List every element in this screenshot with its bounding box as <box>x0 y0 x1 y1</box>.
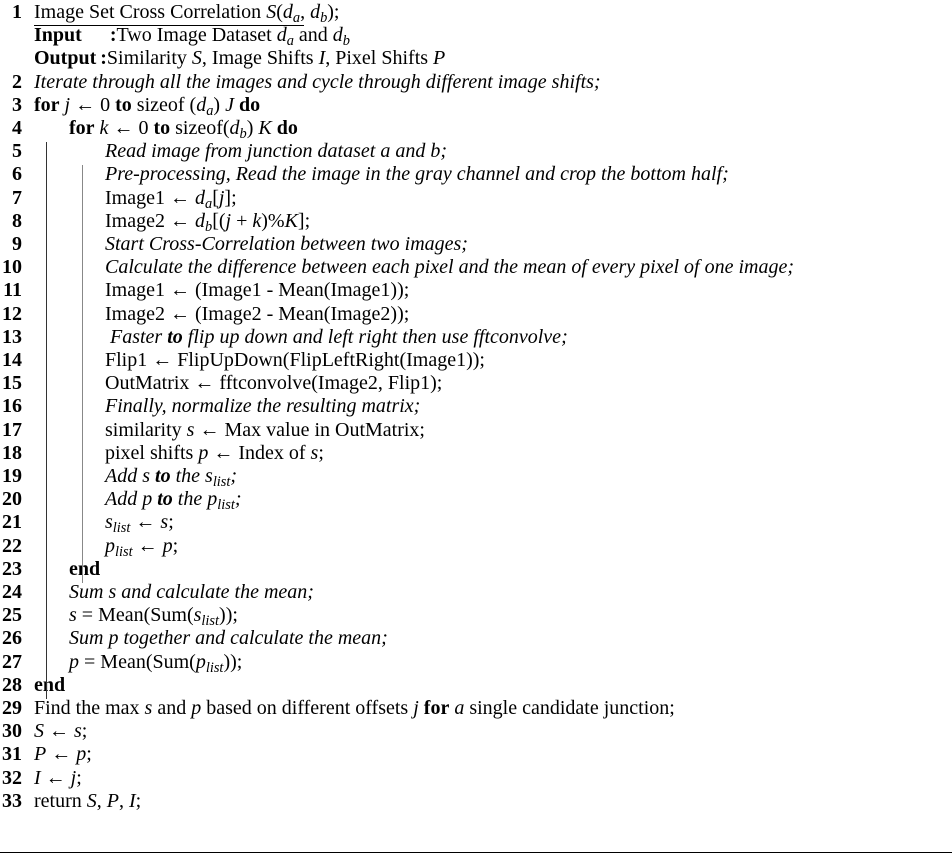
line-text: for k ← 0 to $sizeof(d_b)$ K do <box>69 117 298 143</box>
line-number: 18 <box>2 441 22 464</box>
line-number: 6 <box>12 163 22 186</box>
line-number: 7 <box>12 186 22 209</box>
output-spec-text: Output :Similarity S, Image Shifts I, Pixel Shifts P <box>34 47 446 70</box>
input-spec-text: Input :Two Image Dataset $d_a$ and $d_b$ <box>34 24 350 50</box>
line-number: 23 <box>2 557 22 580</box>
line-number: 25 <box>2 604 22 627</box>
line-number: 20 <box>2 488 22 511</box>
line-number: 33 <box>2 789 22 812</box>
line-text: $s_{list}$ ← s; <box>105 511 174 537</box>
line-number: 16 <box>2 395 22 418</box>
line-text: Add p to the $p_{list}$; <box>105 488 242 514</box>
line-number: 1 <box>12 1 22 23</box>
line-number: 32 <box>2 766 22 789</box>
block-indent-bar <box>82 165 83 583</box>
line-text: Read image from junction dataset a and b; <box>105 140 447 163</box>
line-number: 27 <box>2 650 22 673</box>
line-text: S ← s; <box>34 720 88 743</box>
line-text: Start Cross-Correlation between two images; <box>105 233 468 255</box>
line-number: 2 <box>12 70 22 93</box>
line-number: 26 <box>2 627 22 650</box>
line-number: 28 <box>2 673 22 696</box>
line-text: return S, P, I; <box>34 789 142 812</box>
line-text: end <box>34 673 66 696</box>
line-number: 5 <box>12 140 22 163</box>
line-text: Pre-processing, Read the image in the gray channel and crop the bottom half; <box>105 163 729 186</box>
line-text: Image1 ← $d_a[j]$; <box>105 186 237 212</box>
line-text: Faster to flip up down and left right then use fftconvolve; <box>105 325 568 348</box>
line-number: 11 <box>3 279 22 302</box>
line-number: 22 <box>2 534 22 557</box>
line-text: Sum s and calculate the mean; <box>69 581 314 603</box>
line-number: 31 <box>2 743 22 766</box>
line-text: Calculate the difference between each pixel and the mean of every pixel of one image; <box>105 256 795 279</box>
line-text: Iterate through all the images and cycle through different image shifts; <box>34 70 601 93</box>
line-text: Image1 ← (Image1 - Mean(Image1)); <box>105 279 410 302</box>
line-number: 24 <box>2 581 22 603</box>
line-text: $p_{list}$ ← p; <box>105 534 179 560</box>
algorithm-title: Image Set Cross Correlation $S(d_a$, $d_b$); <box>34 1 340 27</box>
line-text: Find the max s and p based on different offsets j for a single candidate junction; <box>34 697 675 719</box>
line-number: 29 <box>2 697 22 719</box>
line-number: 19 <box>2 465 22 487</box>
line-number: 9 <box>12 233 22 255</box>
line-number: 17 <box>2 418 22 441</box>
line-text: Finally, normalize the resulting matrix; <box>105 395 421 418</box>
line-number: 21 <box>2 511 22 534</box>
line-text: Image2 ← (Image2 - Mean(Image2)); <box>105 302 410 325</box>
line-text: P ← p; <box>34 743 92 766</box>
line-text: $p = Mean(Sum(p_{list}))$; <box>69 650 243 676</box>
line-number: 30 <box>2 720 22 743</box>
line-text: Flip1 ← FlipUpDown(FlipLeftRight(Image1)); <box>105 349 485 371</box>
line-text: Image2 ← $d_b[(j + k)\%K]$; <box>105 209 311 235</box>
line-text: Sum p together and calculate the mean; <box>69 627 388 650</box>
line-number: 12 <box>2 302 22 325</box>
block-indent-bar <box>46 142 47 699</box>
algorithm-bottom-rule <box>0 852 952 853</box>
line-text: I ← j; <box>34 766 82 789</box>
line-number: 3 <box>12 93 22 116</box>
line-number: 14 <box>2 349 22 371</box>
line-text: pixel shifts p ← Index of s; <box>105 441 324 464</box>
line-number: 10 <box>2 256 22 279</box>
line-text: similarity s ← Max value in OutMatrix; <box>105 418 425 441</box>
line-number: 4 <box>12 117 22 139</box>
line-text: for j ← 0 to sizeof $(d_a)$ J do <box>34 93 261 119</box>
line-text: end <box>69 557 101 580</box>
line-text: Add s to the $s_{list}$; <box>105 465 238 491</box>
line-text: OutMatrix ← fftconvolve(Image2, Flip1); <box>105 372 443 395</box>
line-number: 15 <box>2 372 22 395</box>
line-number: 8 <box>12 209 22 232</box>
line-text: $s = Mean(Sum(s_{list}))$; <box>69 604 238 630</box>
line-number: 13 <box>2 325 22 348</box>
